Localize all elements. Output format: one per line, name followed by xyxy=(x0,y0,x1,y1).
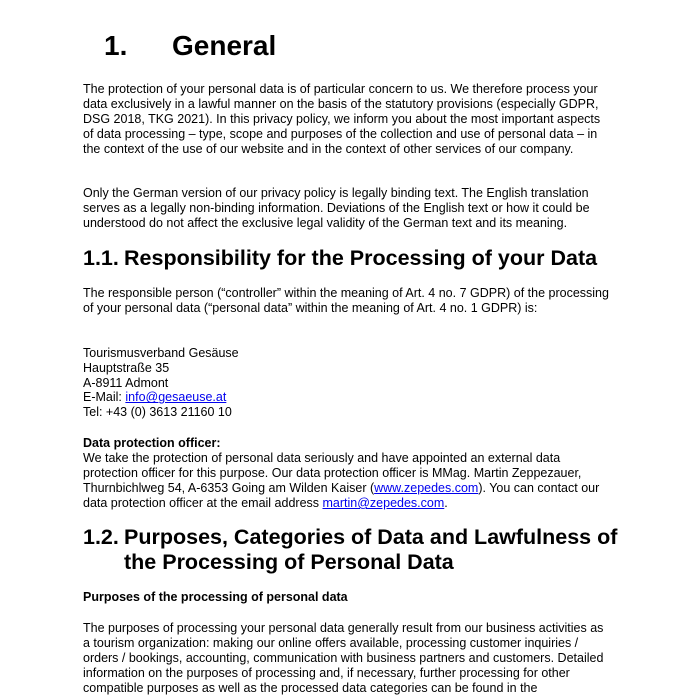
heading-title: Responsibility for the Processing of your Data xyxy=(124,246,598,270)
address-street: Hauptstraße 35 xyxy=(83,360,170,375)
heading-title: Purposes, Categories of Data and Lawfulness of xyxy=(124,525,618,549)
heading-number: 1.1. xyxy=(83,246,119,270)
address-city: A-8911 Admont xyxy=(83,375,169,390)
section-heading-responsibility xyxy=(83,246,597,271)
section-heading-general xyxy=(104,30,276,62)
dpo-text: . xyxy=(444,496,448,510)
address-organization: Tourismusverband Gesäuse xyxy=(83,346,239,360)
email-link[interactable]: info@gesaeuse.at xyxy=(125,390,227,405)
address-email xyxy=(83,390,239,405)
purposes-paragraph: The purposes of processing your personal data generally result from our business activities as a tourism organization: making our online offers available, processing customer inquiries / orders / bookings, accounting, communication with business partners and customers. Detailed information on the purposes of processing and, if necessary, further processing for other compatible purposes as well as the processed data categories can be found in the xyxy=(83,621,604,695)
language-notice-paragraph: Only the German version of our privacy policy is legally binding text. The English translation serves as a legally non-binding information. Deviations of the English text or how it could be understood do not affect the exclusive legal validity of the German text and its meaning. xyxy=(83,186,590,230)
controller-address xyxy=(83,346,239,420)
dpo-block xyxy=(83,436,613,511)
heading-number: 1. xyxy=(104,30,128,61)
heading-title-continued: the Processing of Personal Data xyxy=(124,550,454,574)
website-link[interactable]: www.zepedes.com xyxy=(374,481,479,495)
address-phone: Tel: +43 (0) 3613 21160 10 xyxy=(83,405,232,420)
purposes-subheading: Purposes of the processing of personal data xyxy=(83,590,348,604)
email-label: E-Mail: xyxy=(83,390,126,405)
controller-paragraph: The responsible person (“controller” within the meaning of Art. 4 no. 7 GDPR) of the processing of your personal data (“personal data” within the meaning of Art. 4 no. 1 GDPR) is: xyxy=(83,286,609,315)
intro-paragraph: The protection of your personal data is of particular concern to us. We therefore process your data exclusively in a lawful manner on the basis of the statutory provisions (especially GDPR, DSG 2018, TKG 2021). In this privacy policy, we inform you about the most important aspects of data processing – type, scope and purposes of the collection and use of personal data – in the context of the use of our website and in the context of other services of our company. xyxy=(83,82,601,156)
dpo-email-link[interactable]: martin@zepedes.com xyxy=(322,496,445,510)
dpo-paragraph xyxy=(83,451,613,511)
dpo-heading: Data protection officer: xyxy=(83,436,221,450)
dpo-text: We take the protection of personal data seriously and have appointed an external data protection officer for this purpose. Our data protection officer is MMag. Martin Zeppezauer, Thurnbichlweg 54, A-6353 Going am Wilden Kaiser ( xyxy=(83,451,582,495)
dpo-text: ). You can contact our data protection officer at the email address xyxy=(83,481,600,510)
section-heading-purposes xyxy=(83,525,617,575)
heading-number: 1.2. xyxy=(83,525,119,549)
heading-title: General xyxy=(172,30,277,61)
